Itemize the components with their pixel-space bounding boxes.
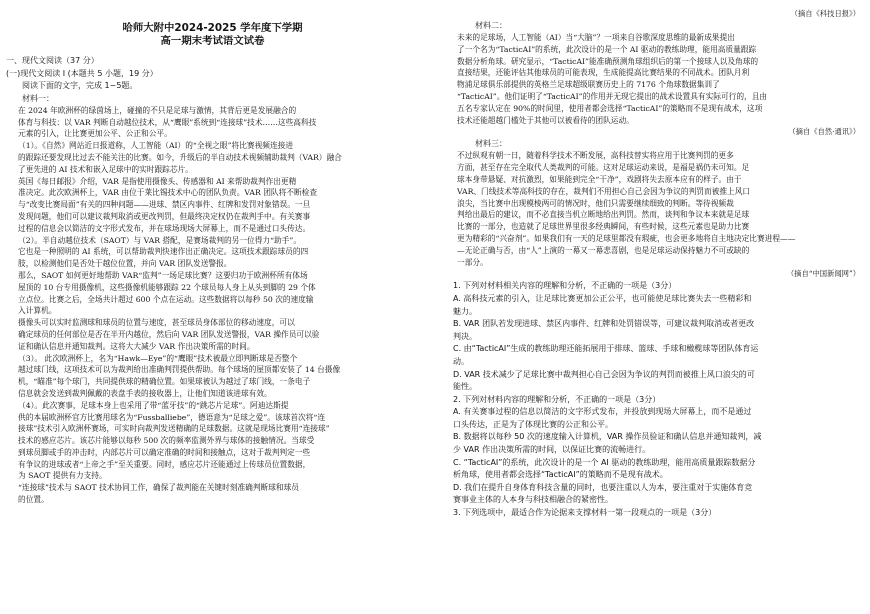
material2-body — [445, 32, 870, 126]
text-line: 过程的信息会以简洁的文字形式发布，并在球场现场大屏幕上，而不是通过口头传达。 — [18, 223, 311, 233]
text-line: C. “TacticAI”的系统，此次设计的是一个 AI 驱动的教练助理，能用高质量跟踪数据分 — [453, 457, 756, 467]
text-line: 未来的足球场，人工智能（AI）当“大脑”？一项来自谷歌深度思维的最新成果提出 — [457, 33, 735, 42]
text-line: （3）。 此次欧洲杯上，名为“Hawk—Eye”的“鹰眼”技术被最立即判断球是否整个 — [18, 353, 298, 363]
text-line: 肢，以检测他们是否处于越位位置，并向 VAR 团队发送警报。 — [18, 259, 232, 269]
text-line: VAR、门线技术等高科技的存在，裁判们不用担心自己会因为争议的判罚而被推上风口 — [457, 186, 751, 196]
text-line: 英国《每日邮报》介绍，VAR 是指使用摄像头、传感器和 AI 来帮助裁判作出更精 — [18, 176, 297, 186]
text-line: 摄像头可以实时监测球和球员的位置与速度，甚至球员身体部位的移动速度，可以 — [18, 318, 295, 328]
text-line: C. 由“TacticAI”生成的教练助理还能拓展用于排球、篮球、手球和橄榄球等团队体育运 — [453, 344, 759, 354]
text-line: 的跟踪还要发现比过去不能关注的比赛。如今，升级后的半自动技术视频辅助裁判（VAR）融合 — [18, 152, 342, 162]
material2-label: 材料二： — [475, 21, 507, 30]
section-heading: 一、现代文阅读（37 分） — [6, 56, 99, 65]
text-line: 了一个名为“TacticAI”的系统，此次设计的是一个 AI 驱动的教练助理，能用高质量跟踪 — [457, 44, 757, 54]
text-line: A. 有关赛事过程的信息以简洁的文字形式发布，并投放到现场大屏幕上，而不是通过 — [453, 407, 752, 417]
text-line: 判给出最后的建议，而不必直接当机立断地给出判罚。然而，谈判和争议本来就是足球 — [457, 210, 750, 220]
text-line: 在 2024 年欧洲杯的绿茵场上，碰撞的不只是足球与激情，其背后更是发展融合的 — [18, 105, 297, 115]
text-line: 直接结果，还能评估其他球员的可能表现，生成能提高比赛结果的不同战术。团队月利 — [457, 68, 750, 78]
subsection-heading: (一)现代文阅读 I (本题共 5 小题，19 分） — [6, 68, 158, 78]
material3-label: 材料三： — [475, 139, 507, 149]
text-line: 少 VAR 作出决策所需的时间，以保证比赛的流畅进行。 — [453, 445, 651, 455]
text-line: 口头传达，正是为了体现比赛的公正和公平。 — [453, 419, 613, 429]
text-line: 物浦足球俱乐部提供的英格兰足球超级联赛历史上的 7176 个角球数据集训了 — [457, 80, 720, 90]
text-line: 不过纵观有朝一日，随着科学技术不断发展，高科技替实将应用于比赛判罚的更多 — [457, 151, 734, 161]
text-line: 准决定。此次欧洲杯上，VAR 由位于莱比锡技术中心的团队负责。VAR 团队将不断检查 — [18, 188, 318, 198]
text-line: 赛事业主体的人本身与科技相融合的紧密性。 — [453, 495, 613, 505]
text-line: 比赛的一部分，也造就了足球世界里很多经典瞬间，有些时候，这些元素也是助力比赛 — [457, 222, 750, 232]
questions — [445, 280, 870, 519]
text-line: B. 数据将以每秒 50 次的速度输入计算机，VAR 操作员验证和确认信息并通知裁判，减 — [453, 432, 762, 442]
source-top-right: （摘自《科技日报》） — [790, 9, 860, 18]
text-line: 越过球门线，这项技术可以为裁判给出准确判罚提供帮助。每个球场的屋顶都安装了 14 台摄像 — [18, 365, 341, 375]
text-line: —无论正确与否，由“人”上演的一幕又一幕悲喜剧，也是足球运动保持魅力不可或缺的 — [457, 245, 750, 255]
text-line: 接球”技术引入欧洲杯赛场，可实时向裁判发送精确的足球数据。这就是现场比赛用“连接球” — [18, 424, 330, 434]
text-line: 元素的引入，让比赛更加公平、公正和公平。 — [18, 129, 172, 139]
text-line: 那么，SAOT 如何更好地帮助 VAR“监判”一场足球比赛？这要归功于欧洲杯所有体场 — [18, 270, 308, 280]
text-line: （1）。《自然》网站近日报道称，人工智能（AI）的“全视之眼”将比赛视频连接进 — [18, 141, 294, 151]
text-line: 屋顶的 10 台专用摄像机，这些摄像机能够跟踪 22 个球员每人身上从头到脚的 29 个体 — [18, 282, 316, 292]
text-line: 供的本届欧洲杯官方比赛用球名为“Fussballiebe”，德语意为“足球之爱”。该球首次将“连 — [18, 412, 326, 422]
text-line: 析角球，使用者都会选择“TacticAI”的策略而不是现有战术。 — [453, 470, 668, 480]
text-line: 它也是一种照明的 AI 系统，可以帮助裁判快速作出正确决定。这项技术跟踪球员的四 — [18, 247, 309, 257]
material2-source: （摘自《自然·通讯》） — [788, 127, 860, 137]
text-line: 2. 下列对材料内容的理解和分析，不正确的一项是（3分） — [453, 394, 661, 404]
left-column — [0, 0, 425, 614]
text-line: A. 高科技元素的引入，让足球比赛更加公正公平，也可能使足球比赛失去一些精彩和 — [453, 293, 752, 303]
text-line: “连接球”技术与 SAOT 技术协同工作，确保了裁判能在关键时刻准确判断球和球员 — [18, 483, 299, 493]
text-line: 一部分。 — [457, 257, 488, 267]
exam-title-line2: 高一期末考试语文试卷 — [160, 35, 265, 47]
text-line: （4）。此次赛事，足球本身上也采用了带“蓝牙技”的“跳芯片足球”。阿迪达斯提 — [18, 400, 289, 410]
text-line: 体育与科技：以 VAR 判断自动越位技术，从“鹰眼”系统到“连接球”技术……这些高科技 — [18, 117, 317, 127]
text-line: B. VAR 团队若发现进球、禁区内事件、红牌和处罚错误等，可建议裁判取消或者更改 — [453, 319, 755, 329]
text-line: 1. 下列对材料相关内容的理解和分析，不正确的一项是（3分） — [453, 281, 677, 291]
material3-source: （摘自“中国新闻网”） — [786, 269, 860, 279]
text-line: 技术还能超越门槛处于其他可以被看待的团队运动。 — [457, 115, 634, 125]
text-line: “TacticAI”。他们证明了“TacticAI”的作用并无现它提出的战术设置具有实际可行的，且由 — [457, 91, 768, 101]
text-line: 与“改变比赛局面”有关的四种问题——进球、禁区内事件、红牌和发罚对象错误。一旦 — [18, 200, 311, 210]
exam-title-line1: 哈师大附中2024-2025 学年度下学期 — [122, 22, 303, 34]
text-line: 数据分析角球。研究显示，“TacticAI”能准确预测角球组织后的第一个接球人以及角球的 — [457, 56, 759, 66]
text-line: 魅力。 — [453, 306, 477, 316]
text-line: 五名专家认定在 90%的时间里，使用者都会选择“TacticAI”的策略而不是现有战术，这项 — [457, 103, 763, 113]
text-line: 的位置。 — [18, 495, 49, 505]
text-line: 入计算机。 — [18, 306, 57, 316]
text-line: 机，“瞄准”每个球门，共同提供球的精确位置。如果球被认为越过了球门线，一条电子 — [18, 377, 311, 387]
text-line: 浪尖，当比赛中出现模棱两可的情况时，他们只需要继续细致的判断。等待视频裁 — [457, 198, 734, 208]
reading-instruction: 阅读下面的文字，完成 1~5题。 — [22, 81, 138, 91]
material3-body — [445, 150, 870, 268]
text-line: D. VAR 技术减少了足球比赛中裁判担心自己会因为争议的判罚而被推上风口浪尖的可 — [453, 369, 755, 379]
text-line: 信息就会发送到裁判佩戴的表盘手表的接收器上，让他们知道该进球有效。 — [18, 388, 272, 398]
text-line: 方面，甚至存在完全取代人类裁判的可能。这对足球运动来说，是福是祸仍未可知。足 — [457, 163, 750, 173]
text-line: 确定球员的任何部位是否在半开内越位，然后向 VAR 团队发送警报，VAR 操作员可以验 — [18, 329, 320, 339]
text-line: （2）。半自动越位技术（SAOT）与 VAR 搭配，是赛场裁判的另一位得力“助手”。 — [18, 235, 302, 245]
text-line: 3. 下列选项中，最适合作为论据来支撑材料一第一段观点的一项是（3分） — [453, 508, 717, 518]
text-line: 能性。 — [453, 382, 477, 392]
material1-body — [0, 105, 425, 506]
material1-label: 材料一： — [22, 93, 54, 103]
text-line: 证和确认信息并通知裁判。这将大大减少 VAR 作出决策所需的时间。 — [18, 341, 255, 351]
text-line: 有争议的进球或者“上帝之手”至关重要。同时，感应芯片还能通过上传球员位置数据， — [18, 459, 311, 469]
text-line: 为 SAOT 提供有力支持。 — [18, 471, 107, 481]
text-line: 更为精彩的“兴奋剂”。如果我们有一天的足球里都没有瑕疵，也会更多地将自主地决定比赛进程—— — [457, 233, 796, 243]
text-line: 发现问题，他们可以建议裁判取消或更改判罚，但最终决定权仍在裁判手中。有关赛事 — [18, 211, 311, 221]
text-line: 动。 — [453, 356, 469, 366]
text-line: 到球员脚或手的冲击时，内部芯片可以确定准确的时间和接触点，这对于裁判判定一些 — [18, 447, 311, 457]
text-line: 了更先进的 AI 技术和嵌入足球中的实时跟踪芯片。 — [18, 164, 193, 174]
text-line: 立点位。比赛之后，全场共计超过 600 个点在运动。这些数据将以每秒 50 次的速度输 — [18, 294, 314, 304]
text-line: 技术的感应芯片。该芯片能够以每秒 500 次的频率监测外界与球体的接触情况。当球受 — [18, 436, 315, 446]
text-line: 球本身带悬疑、对抗激烈，如果能到完全“干净”，戏剧将失去原本应有的样子。由于 — [457, 174, 742, 184]
text-line: D. 我们在提升自身体育科技含量的同时，也要注重以人为本，要注重对于实施体育竞 — [453, 482, 753, 492]
right-column — [445, 0, 870, 614]
text-line: 判决。 — [453, 331, 477, 341]
